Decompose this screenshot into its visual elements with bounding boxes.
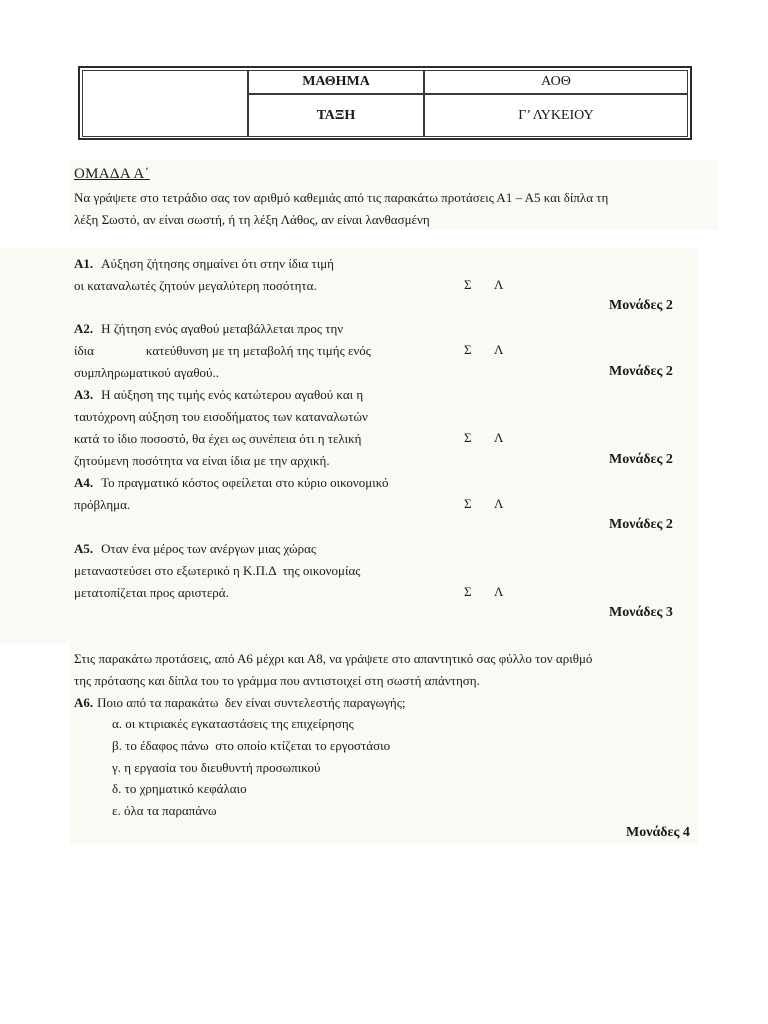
- class-label: ΤΑΞΗ: [248, 94, 424, 137]
- question-a4-line1: [74, 474, 389, 491]
- option-b: β. το έδαφος πάνω στο οποίο κτίζεται το εργοστάσιο: [112, 738, 391, 753]
- question-a1-line1: [74, 255, 334, 272]
- false-mark: Λ: [494, 496, 504, 511]
- question-number: Α3.: [74, 387, 94, 402]
- mc-intro-line1: Στις παρακάτω προτάσεις, από Α6 μέχρι και Α8, να γράψετε στο απαντητικό σας φύλλο τον αριθμό: [74, 651, 593, 666]
- group-title: ΟΜΑΔΑ Α΄: [74, 166, 150, 182]
- question-a5-line1: [74, 540, 316, 557]
- group-intro-line1: Να γράψετε στο τετράδιο σας τον αριθμό καθεμιάς από τις παρακάτω προτάσεις Α1 – Α5 και δίπλα τη: [74, 190, 609, 205]
- mc-intro-line2: της πρότασης και δίπλα του το γράμμα που αντιστοιχεί στη σωστή απάντηση.: [74, 673, 480, 688]
- question-text: Το πραγματικό κόστος οφείλεται στο κύριο οικονομικό: [101, 475, 389, 490]
- question-number: Α2.: [74, 321, 94, 336]
- question-a3-line1: [74, 386, 363, 403]
- question-a1-line2: οι καταναλωτές ζητούν μεγαλύτερη ποσότητα.: [74, 278, 317, 293]
- question-a5-line2: μεταναστεύσει στο εξωτερικό η Κ.Π.Δ της οικονομίας: [74, 563, 361, 578]
- false-mark: Λ: [494, 277, 504, 292]
- question-a2-line1: [74, 320, 343, 337]
- false-mark: Λ: [494, 430, 504, 445]
- question-text: Ποιο από τα παρακάτω δεν είναι συντελεστής παραγωγής;: [97, 695, 406, 710]
- question-a5-line3: μετατοπίζεται προς αριστερά.: [74, 585, 229, 600]
- true-mark: Σ: [464, 584, 472, 599]
- question-a3-line4: ζητούμενη ποσότητα να είναι ίδια με την αρχική.: [74, 453, 330, 468]
- group-intro-line2: λέξη Σωστό, αν είναι σωστή, ή τη λέξη Λάθος, αν είναι λανθασμένη: [74, 212, 430, 227]
- question-text: Η αύξηση της τιμής ενός κατώτερου αγαθού και η: [101, 387, 364, 402]
- question-number: Α6.: [74, 695, 94, 710]
- points-a4: Μονάδες 2: [609, 517, 673, 532]
- option-d: δ. το χρηματικό κεφάλαιο: [112, 781, 247, 796]
- option-a: α. οι κτιριακές εγκαταστάσεις της επιχείρησης: [112, 716, 354, 731]
- true-mark: Σ: [464, 430, 472, 445]
- question-text: Αύξηση ζήτησης σημαίνει ότι στην ίδια τιμή: [101, 256, 334, 271]
- question-number: Α4.: [74, 475, 94, 490]
- question-a4-line2: πρόβλημα.: [74, 497, 131, 512]
- question-a3-line3: κατά το ίδιο ποσοστό, θα έχει ως συνέπεια ότι η τελική: [74, 431, 362, 446]
- logo-cell: [82, 70, 248, 137]
- points-a3: Μονάδες 2: [609, 452, 673, 467]
- question-a3-line2: ταυτόχρονη αύξηση του εισοδήματος των καταναλωτών: [74, 409, 368, 424]
- header-table: [78, 66, 692, 140]
- true-mark: Σ: [464, 277, 472, 292]
- question-text: Η ζήτηση ενός αγαθού μεταβάλλεται προς την: [101, 321, 344, 336]
- question-number: Α1.: [74, 256, 94, 271]
- question-a6: [74, 694, 405, 711]
- points-a5: Μονάδες 3: [609, 605, 673, 620]
- question-a2-line2: ίδια κατεύθυνση με τη μεταβολή της τιμής ενός: [74, 343, 371, 358]
- points-a6: Μονάδες 4: [626, 825, 690, 840]
- points-a2: Μονάδες 2: [609, 364, 673, 379]
- points-a1: Μονάδες 2: [609, 298, 673, 313]
- question-a2-line3: συμπληρωματικού αγαθού..: [74, 365, 219, 380]
- option-e: ε. όλα τα παραπάνω: [112, 803, 217, 818]
- question-text: Οταν ένα μέρος των ανέργων μιας χώρας: [101, 541, 317, 556]
- question-number: Α5.: [74, 541, 94, 556]
- false-mark: Λ: [494, 342, 504, 357]
- class-value: Γ’ ΛΥΚΕΙΟΥ: [424, 94, 688, 137]
- subject-value: ΑΟΘ: [424, 70, 688, 94]
- true-mark: Σ: [464, 342, 472, 357]
- option-c: γ. η εργασία του διευθυντή προσωπικού: [112, 760, 321, 775]
- subject-label: ΜΑΘΗΜΑ: [248, 70, 424, 94]
- true-mark: Σ: [464, 496, 472, 511]
- false-mark: Λ: [494, 584, 504, 599]
